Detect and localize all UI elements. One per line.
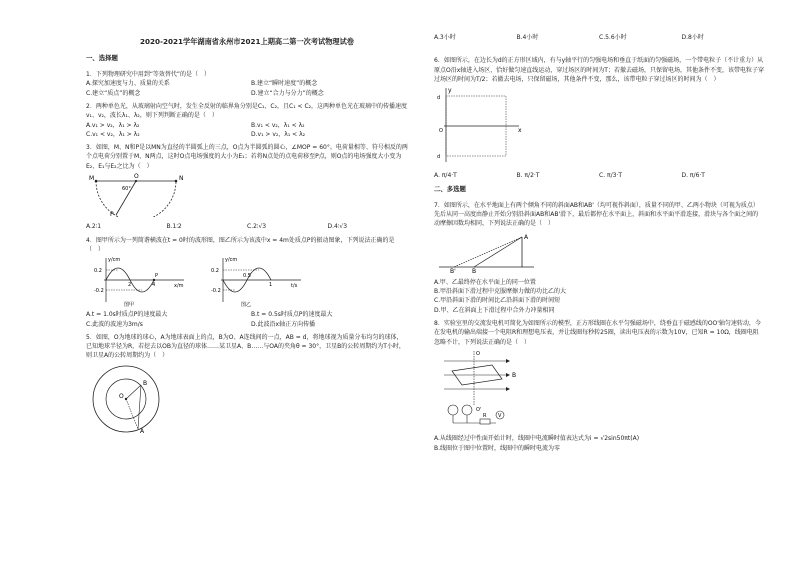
question-2 bbox=[86, 102, 408, 139]
label-y: y/cm bbox=[225, 257, 238, 264]
option-d[interactable]: D.甲、乙在斜面上下滑过程中合外力冲量相同 bbox=[434, 306, 555, 314]
label-y1: 0.2 bbox=[94, 268, 102, 275]
label-y: y bbox=[448, 87, 452, 95]
label-x: x/m bbox=[174, 283, 184, 290]
label-x1: 2 bbox=[128, 282, 132, 289]
option-d[interactable]: D.v₁ > v₂，λ₁ < λ₂ bbox=[251, 130, 306, 138]
question-stem: 3．如图，M、N和P是以MN为直径的半圆弧上的三点，O点为半圆弧的圆心，∠MOP = 60°。电荷量相等、符号相反的两个点电荷分别置于M、N两点，这时O点电场强度的大小为E₁；若将N点处的点电荷移至P点，则O点的电场强度大小变为E₂，E₁与E₂之比为（ ） bbox=[86, 144, 408, 170]
generator-figure bbox=[434, 349, 524, 429]
label-bottom: d bbox=[437, 154, 441, 161]
question-7 bbox=[434, 201, 764, 315]
label-x: x bbox=[518, 127, 522, 135]
label-o-prime: O' bbox=[476, 406, 482, 413]
option-d[interactable]: D.8小时 bbox=[681, 34, 704, 41]
semicircle-figure bbox=[86, 173, 196, 217]
section-multi: 二、多选题 bbox=[434, 184, 466, 193]
question-stem: 8．实验室里的交流发电机可简化为如图所示的模型，正方形线圈在水平匀强磁场中，绕垂直于磁感线的OO'轴匀速转动，今在发电机的输出端接一个电阻R和理想电压表，并让线圈每秒转25圈，读出电压表的示数为10V，已知R = 10Ω，线圈电阻忽略不计，下列说法正确的是（ ） bbox=[434, 320, 761, 346]
label-v: V bbox=[498, 412, 502, 419]
option-d[interactable]: D. π/6·T bbox=[681, 172, 705, 180]
wave-figure-b bbox=[211, 256, 306, 308]
option-b[interactable]: B.甲沿斜面下滑过程中克服摩擦力做的功比乙的大 bbox=[434, 288, 567, 296]
question-stem: 1．下列物理研究中用到“等效替代”的是（ ） bbox=[86, 71, 211, 79]
option-c[interactable]: C.v₁ < v₂，λ₁ > λ₂ bbox=[86, 130, 140, 138]
question-6 bbox=[434, 56, 764, 180]
label-o: O bbox=[476, 350, 480, 357]
option-b[interactable]: B.v₁ < v₂，λ₁ < λ₂ bbox=[251, 121, 305, 129]
option-b[interactable]: B.建立“瞬时速度”的概念 bbox=[251, 80, 318, 88]
option-d[interactable]: D.4∶√3 bbox=[327, 223, 348, 231]
label-top: d bbox=[437, 95, 441, 102]
label-p: P bbox=[110, 211, 114, 218]
label-y: y/cm bbox=[108, 257, 121, 264]
option-b[interactable]: B. π/2·T bbox=[516, 172, 540, 180]
label-origin: O bbox=[439, 128, 443, 135]
caption-b: 图乙 bbox=[241, 302, 252, 309]
label-b: B bbox=[143, 379, 148, 387]
label-m: M bbox=[89, 175, 95, 183]
option-a[interactable]: A.t = 1.0s时质点P的速度最大 bbox=[86, 311, 168, 319]
field-region-figure bbox=[434, 86, 524, 166]
incline-figure bbox=[434, 231, 544, 273]
label-angle: 60° bbox=[122, 186, 131, 193]
label-t1: 0.5 bbox=[243, 273, 251, 280]
question-stem: 4．图甲所示为一列简谐横波在t = 0时的波形图，图乙所示为该波中x = 4m处质点P的振动图象，下列说法正确的是（ ） bbox=[86, 236, 395, 253]
question-4 bbox=[86, 236, 408, 329]
section-choice: 一、选择题 bbox=[86, 54, 118, 63]
option-a[interactable]: A. π/4·T bbox=[434, 172, 457, 180]
label-b: B bbox=[512, 371, 517, 379]
label-y2: -0.2 bbox=[94, 288, 104, 295]
option-b[interactable]: B.1∶2 bbox=[166, 223, 182, 231]
option-a[interactable]: A.探究加速度与力、质量的关系 bbox=[86, 80, 170, 88]
question-1 bbox=[86, 70, 408, 98]
label-a: A bbox=[140, 427, 145, 435]
label-x2: 4 bbox=[152, 282, 156, 289]
option-c[interactable]: C.5.6小时 bbox=[599, 34, 627, 41]
option-c[interactable]: C.建立“质点”的概念 bbox=[86, 89, 141, 97]
option-c[interactable]: C.甲沿斜面下滑的时间比乙沿斜面下滑的时间短 bbox=[434, 297, 561, 305]
label-t2: 1 bbox=[269, 282, 273, 289]
label-b: B bbox=[472, 267, 477, 273]
option-c[interactable]: C.此波的波速为3m/s bbox=[86, 320, 143, 328]
right-column bbox=[434, 33, 764, 457]
label-b-prime: B' bbox=[450, 267, 456, 273]
option-d[interactable]: D.此波沿x轴正方向传播 bbox=[251, 320, 316, 328]
option-b[interactable]: B.t = 0.5s时质点P的速度最大 bbox=[251, 311, 333, 319]
page-title: 2020-2021学年湖南省永州市2021上期高二第一次考试物理试卷 bbox=[140, 37, 354, 46]
label-t: t/s bbox=[291, 283, 298, 290]
label-o: O bbox=[134, 173, 139, 181]
option-c[interactable]: C.2∶√3 bbox=[247, 223, 267, 231]
option-a[interactable]: A.3小时 bbox=[434, 34, 456, 41]
label-y2: -0.2 bbox=[211, 288, 221, 295]
option-d[interactable]: D.建立“合力与分力”的概念 bbox=[251, 89, 324, 97]
question-8 bbox=[434, 319, 764, 453]
left-column bbox=[86, 36, 408, 444]
label-a: A bbox=[524, 233, 529, 241]
option-c[interactable]: C. π/3·T bbox=[599, 172, 623, 180]
earth-orbit-figure bbox=[86, 363, 166, 435]
option-a[interactable]: A.2∶1 bbox=[86, 223, 102, 231]
option-a[interactable]: A.从线圈经过中性面开始计时，线圈中电流瞬时值表达式为i = √2sin50πt(A) bbox=[434, 435, 640, 443]
label-r: R bbox=[483, 412, 487, 419]
option-b[interactable]: B.线圈位于图中位置时，线圈中的瞬时电流为零 bbox=[434, 444, 561, 452]
question-stem: 2．两种单色光，从玻璃射向空气时，发生全反射的临界角分别是C₁、C₂，且C₁ < C₂，这两种单色光在玻璃中的传播速度v₁、v₂，波长λ₁、λ₂，则下列判断正确的是（ ） bbox=[86, 102, 408, 120]
question-stem: 6．如图所示，在边长为d的正方形区域内，有与y轴平行的匀强电场和垂直于纸面的匀强磁场，一个带电粒子（不计重力）从原点O沿x轴进入场区，恰好做匀速直线运动，穿过场区的时间为T；若撤去磁场，只保留电场，其他条件不变，该带电粒子穿过场区的时间为T/2；若撤去电场，只保留磁场，其他条件不变，那么，该带电粒子穿过场区的时间为（ ） bbox=[434, 57, 764, 83]
wave-figure-a bbox=[94, 256, 189, 308]
label-o: O bbox=[119, 392, 124, 400]
question-5 bbox=[86, 333, 408, 440]
option-b[interactable]: B.4小时 bbox=[516, 34, 539, 41]
question-stem: 5．如图，O为地球的球心，A为地球表面上的点，B为O、A连线间的一点，AB = d，将地球视为质量分布均匀的球体，已知地球半径为R，若挖去以OB为直径的球体……某卫星A、B……与OA的夹角θ = 30°，卫星B的公转周期约为T小时，则卫星A的公转周期约为（ ） bbox=[86, 333, 405, 360]
question-stem: 7．如图所示，在水平地面上有两个倾角不同的斜面AB和AB'（均可视作斜面），质量不同的甲、乙两小物块（可视为质点）先后从同一高度由静止开始分别沿斜面AB和AB'滑下，最后都停在水平面上，斜面和水平面平滑连接，滑块与各个面之间的动摩擦因数均相同，下列说法正确的是（ ） bbox=[434, 201, 759, 228]
label-y1: 0.2 bbox=[211, 268, 219, 275]
option-a[interactable]: A.v₁ > v₂，λ₁ > λ₂ bbox=[86, 121, 140, 129]
label-n: N bbox=[179, 175, 184, 183]
option-a[interactable]: A.甲、乙最终停在水平面上的同一位置 bbox=[434, 278, 536, 286]
question-3 bbox=[86, 143, 408, 231]
caption-a: 图甲 bbox=[124, 302, 135, 309]
label-p: P bbox=[155, 273, 159, 280]
